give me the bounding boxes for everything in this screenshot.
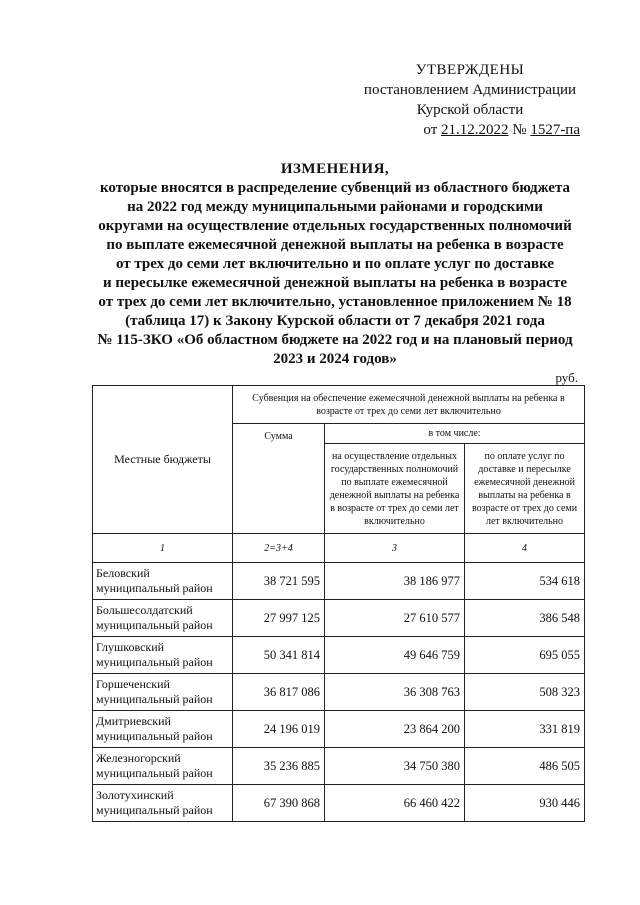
- row-sum: 27 997 125: [233, 600, 325, 637]
- column-index: 3: [325, 534, 465, 563]
- row-sum: 67 390 868: [233, 785, 325, 822]
- row-powers: 38 186 977: [325, 563, 465, 600]
- row-sum: 24 196 019: [233, 711, 325, 748]
- date-prefix: от: [423, 122, 438, 138]
- header-including: в том числе:: [325, 424, 585, 444]
- row-delivery: 534 618: [465, 563, 585, 600]
- table-row: [93, 637, 585, 674]
- row-delivery: 695 055: [465, 637, 585, 674]
- row-powers: 23 864 200: [325, 711, 465, 748]
- title-line: округами на осуществление отдельных государственных полномочий: [98, 218, 572, 234]
- row-name: Железногорский муниципальный район: [93, 748, 233, 785]
- currency-unit: руб.: [555, 370, 578, 385]
- table-row: [93, 785, 585, 822]
- title-line: по выплате ежемесячной денежной выплаты на ребенка в возрасте: [106, 237, 564, 253]
- subvention-table: [92, 385, 585, 822]
- column-index: 2=3+4: [233, 534, 325, 563]
- table-row: [93, 748, 585, 785]
- approval-line-2: Курской области: [416, 102, 524, 118]
- row-powers: 34 750 380: [325, 748, 465, 785]
- approval-number: 1527-па: [530, 122, 580, 138]
- approval-heading: УТВЕРЖДЕНЫ: [415, 62, 525, 78]
- approval-date-line: [360, 120, 580, 140]
- title-line: (таблица 17) к Закону Курской области от 7 декабря 2021 года: [125, 313, 545, 329]
- row-delivery: 386 548: [465, 600, 585, 637]
- header-sum: Сумма: [233, 424, 325, 534]
- header-powers: на осуществление отдельных государственных полномочий по выплате ежемесячной денежной выплаты на ребенка в возрасте от трех до семи лет включительно: [325, 444, 465, 534]
- row-name: Дмитриевский муниципальный район: [93, 711, 233, 748]
- row-delivery: 486 505: [465, 748, 585, 785]
- row-powers: 49 646 759: [325, 637, 465, 674]
- approval-line-1: постановлением Администрации: [363, 82, 577, 98]
- approval-stamp: [360, 60, 580, 140]
- row-powers: 66 460 422: [325, 785, 465, 822]
- table-row: [93, 711, 585, 748]
- table-row: [93, 600, 585, 637]
- title-line: от трех до семи лет включительно и по оплате услуг по доставке: [115, 256, 555, 272]
- row-delivery: 331 819: [465, 711, 585, 748]
- row-sum: 38 721 595: [233, 563, 325, 600]
- row-name: Беловский муниципальный район: [93, 563, 233, 600]
- title-main: ИЗМЕНЕНИЯ,: [280, 161, 390, 177]
- header-subvention: Субвенция на обеспечение ежемесячной денежной выплаты на ребенка в возрасте от трех до семи лет включительно: [233, 386, 585, 424]
- document-title: [70, 160, 600, 369]
- row-powers: 36 308 763: [325, 674, 465, 711]
- row-name: Золотухинский муниципальный район: [93, 785, 233, 822]
- header-local-budgets: Местные бюджеты: [93, 386, 233, 534]
- table-row: [93, 563, 585, 600]
- row-name: Глушковский муниципальный район: [93, 637, 233, 674]
- column-index: 4: [465, 534, 585, 563]
- row-delivery: 508 323: [465, 674, 585, 711]
- table-row: [93, 674, 585, 711]
- header-delivery: по оплате услуг по доставке и пересылке ежемесячной денежной выплаты на ребенка в возрасте от трех до семи лет включительно: [465, 444, 585, 534]
- row-name: Большесолдатский муниципальный район: [93, 600, 233, 637]
- row-name: Горшеченский муниципальный район: [93, 674, 233, 711]
- approval-date: 21.12.2022: [441, 122, 509, 138]
- row-sum: 36 817 086: [233, 674, 325, 711]
- row-sum: 35 236 885: [233, 748, 325, 785]
- number-prefix: №: [512, 122, 527, 138]
- title-line: № 115-ЗКО «Об областном бюджете на 2022 год и на плановый период: [97, 332, 573, 348]
- column-index: 1: [93, 534, 233, 563]
- title-line: которые вносятся в распределение субвенций из областного бюджета: [99, 180, 571, 196]
- title-line: на 2022 год между муниципальными районами и городскими: [127, 199, 543, 215]
- row-sum: 50 341 814: [233, 637, 325, 674]
- title-line: и пересылке ежемесячной денежной выплаты на ребенка в возрасте: [103, 275, 567, 291]
- row-delivery: 930 446: [465, 785, 585, 822]
- title-line: 2023 и 2024 годов»: [273, 351, 397, 367]
- row-powers: 27 610 577: [325, 600, 465, 637]
- title-line: от трех до семи лет включительно, установленное приложением № 18: [98, 294, 572, 310]
